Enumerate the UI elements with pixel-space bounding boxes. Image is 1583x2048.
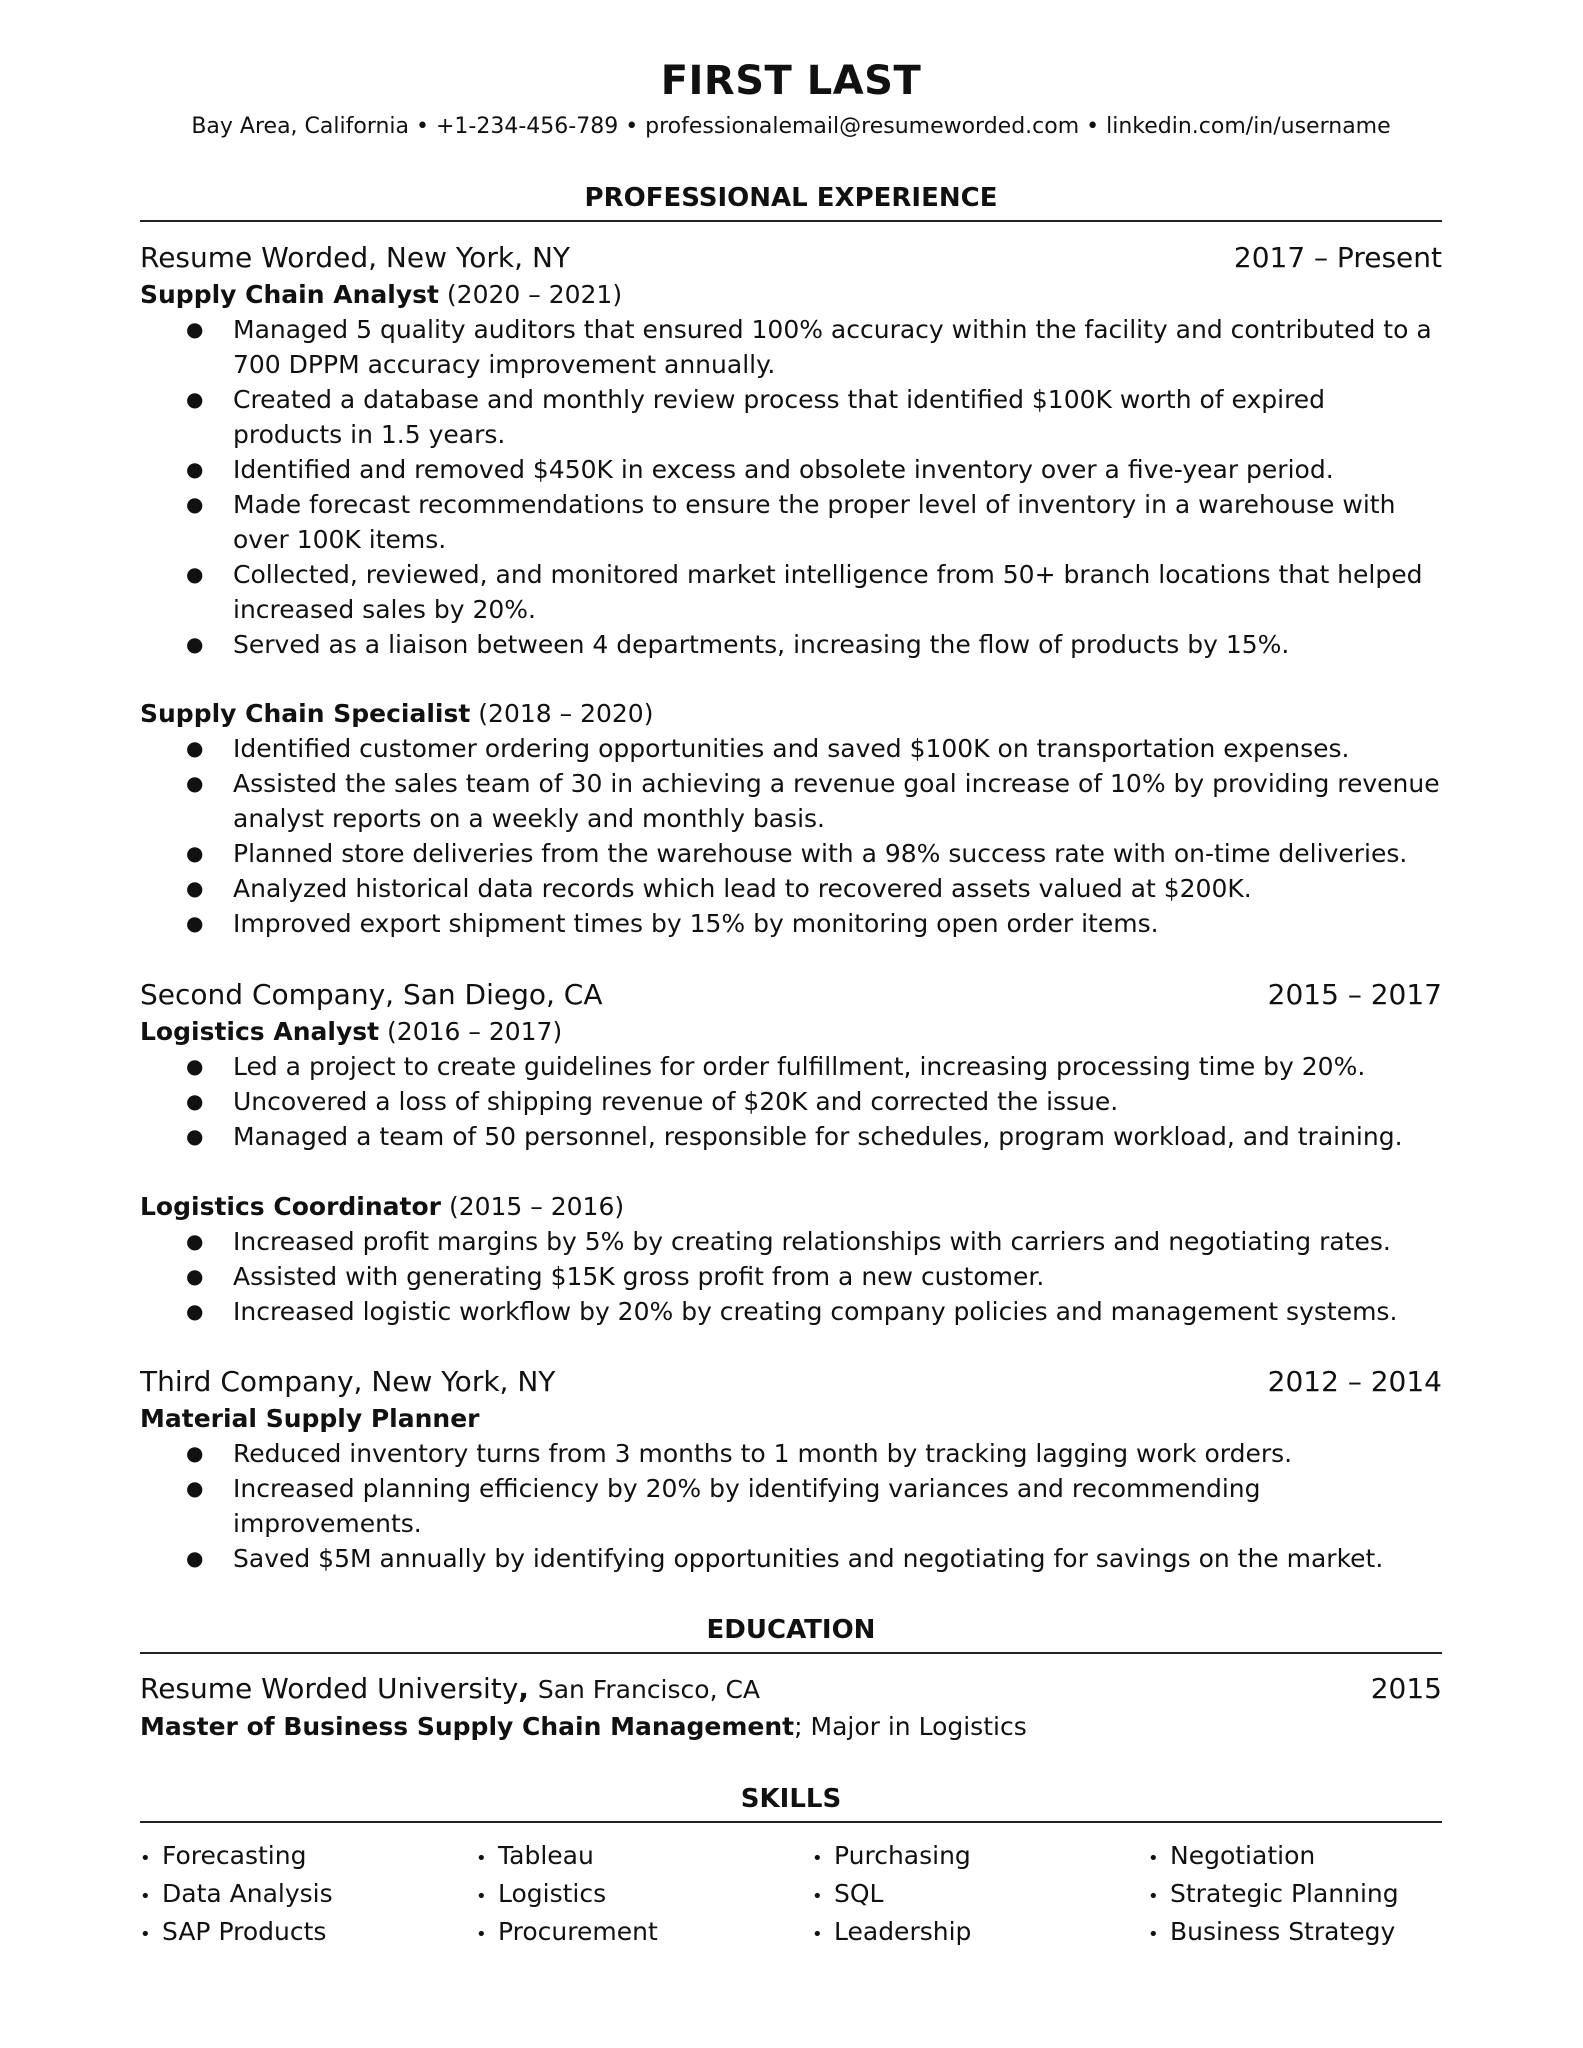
list-item: ● Made forecast recommendations to ensure the proper level of inventory in a warehouse with over 100K items. [186,490,1396,554]
role-name: Supply Chain Analyst [140,280,439,309]
skill-item: • Strategic Planning [1148,1879,1399,1908]
list-item: ● Managed a team of 50 personnel, responsible for schedules, program workload, and training. [186,1122,1403,1151]
role-title [140,697,1442,731]
company-name: Third Company, New York, NY [140,1365,556,1398]
list-item: ● Reduced inventory turns from 3 months to 1 month by tracking lagging work orders. [186,1439,1293,1468]
education-header [140,1671,1442,1707]
company-header [140,1364,1442,1400]
company-name: Second Company, San Diego, CA [140,978,603,1011]
bullet-list [140,1049,1442,1154]
list-item: ● Assisted the sales team of 30 in achieving a revenue goal increase of 10% by providing revenue analyst reports on a weekly and monthly basis. [186,769,1440,833]
graduation-year: 2015 [1370,1672,1442,1705]
list-item: ● Collected, reviewed, and monitored market intelligence from 50+ branch locations that helped increased sales by 20%. [186,560,1423,624]
skill-item: • Procurement [476,1917,658,1946]
list-item: ● Uncovered a loss of shipping revenue of $20K and corrected the issue. [186,1087,1119,1116]
list-item: ● Increased planning efficiency by 20% by identifying variances and recommending improvements. [186,1474,1261,1538]
skill-item: • Forecasting [140,1841,307,1870]
role-name: Supply Chain Specialist [140,699,471,728]
school-name: Resume Worded University [140,1672,519,1705]
role-name: Material Supply Planner [140,1404,480,1433]
company-header [140,240,1442,276]
list-item: ● Assisted with generating $15K gross profit from a new customer. [186,1262,1045,1291]
degree-line [140,1710,1442,1744]
degree-major: ; Major in Logistics [794,1712,1027,1741]
company-header [140,977,1442,1013]
list-item: ● Planned store deliveries from the warehouse with a 98% success rate with on-time deliveries. [186,839,1408,868]
skill-item: • Logistics [476,1879,607,1908]
school-comma: , [518,1672,529,1705]
list-item: ● Increased profit margins by 5% by creating relationships with carriers and negotiating rates. [186,1227,1391,1256]
list-item: ● Identified and removed $450K in excess and obsolete inventory over a five-year period. [186,455,1334,484]
section-divider [140,1652,1442,1654]
skills-column [140,1838,470,1952]
skill-item: • Purchasing [812,1841,971,1870]
list-item: ● Served as a liaison between 4 departments, increasing the flow of products by 15%. [186,630,1290,659]
list-item: ● Improved export shipment times by 15% by monitoring open order items. [186,909,1159,938]
skill-item: • Data Analysis [140,1879,333,1908]
section-divider [140,220,1442,222]
skill-item: • Leadership [812,1917,972,1946]
list-item: ● Created a database and monthly review process that identified $100K worth of expired products in 1.5 years. [186,385,1326,449]
skill-item: • Business Strategy [1148,1917,1396,1946]
list-item: ● Led a project to create guidelines for order fulfillment, increasing processing time by 20%. [186,1052,1366,1081]
list-item: ● Increased logistic workflow by 20% by creating company policies and management systems. [186,1297,1398,1326]
skill-item: • SAP Products [140,1917,327,1946]
role-title [140,1015,1442,1049]
company-dates: 2015 – 2017 [1267,978,1442,1011]
role-dates: (2018 – 2020) [478,699,654,728]
role-name: Logistics Analyst [140,1017,380,1046]
list-item: ● Managed 5 quality auditors that ensured 100% accuracy within the facility and contributed to a 700 DPPM accuracy improvement annually. [186,315,1432,379]
company-dates: 2017 – Present [1233,241,1442,274]
role-name: Logistics Coordinator [140,1192,441,1221]
experience-section-title: PROFESSIONAL EXPERIENCE [584,183,998,213]
list-item: ● Identified customer ordering opportunities and saved $100K on transportation expenses. [186,734,1350,763]
list-item: ● Saved $5M annually by identifying opportunities and negotiating for savings on the market. [186,1544,1384,1573]
role-dates: (2020 – 2021) [446,280,623,309]
skill-item: • Tableau [476,1841,594,1870]
education-section-title: EDUCATION [706,1615,876,1645]
role-dates: (2016 – 2017) [387,1017,563,1046]
candidate-name: FIRST LAST [660,58,922,104]
bullet-list [140,731,1442,941]
company-dates: 2012 – 2014 [1267,1365,1442,1398]
skills-column [812,1838,1142,1952]
role-dates: (2015 – 2016) [448,1192,625,1221]
company-name: Resume Worded, New York, NY [140,241,570,274]
role-title [140,1402,1442,1436]
skill-item: • Negotiation [1148,1841,1316,1870]
bullet-list [140,1436,1442,1576]
bullet-list [140,1224,1442,1329]
skill-item: • SQL [812,1879,884,1908]
role-title [140,1190,1442,1224]
skills-column [476,1838,806,1952]
degree-name: Master of Business Supply Chain Management [140,1712,795,1741]
list-item: ● Analyzed historical data records which lead to recovered assets valued at $200K. [186,874,1252,903]
skills-section-title: SKILLS [740,1784,842,1814]
contact-line: Bay Area, California • +1-234-456-789 • professionalemail@resumeworded.com • linkedin.com/in/username [191,114,1391,139]
skills-column [1148,1838,1478,1952]
school-location: San Francisco, CA [537,1675,761,1704]
section-divider [140,1821,1442,1823]
role-title [140,278,1442,312]
bullet-list [140,312,1442,662]
